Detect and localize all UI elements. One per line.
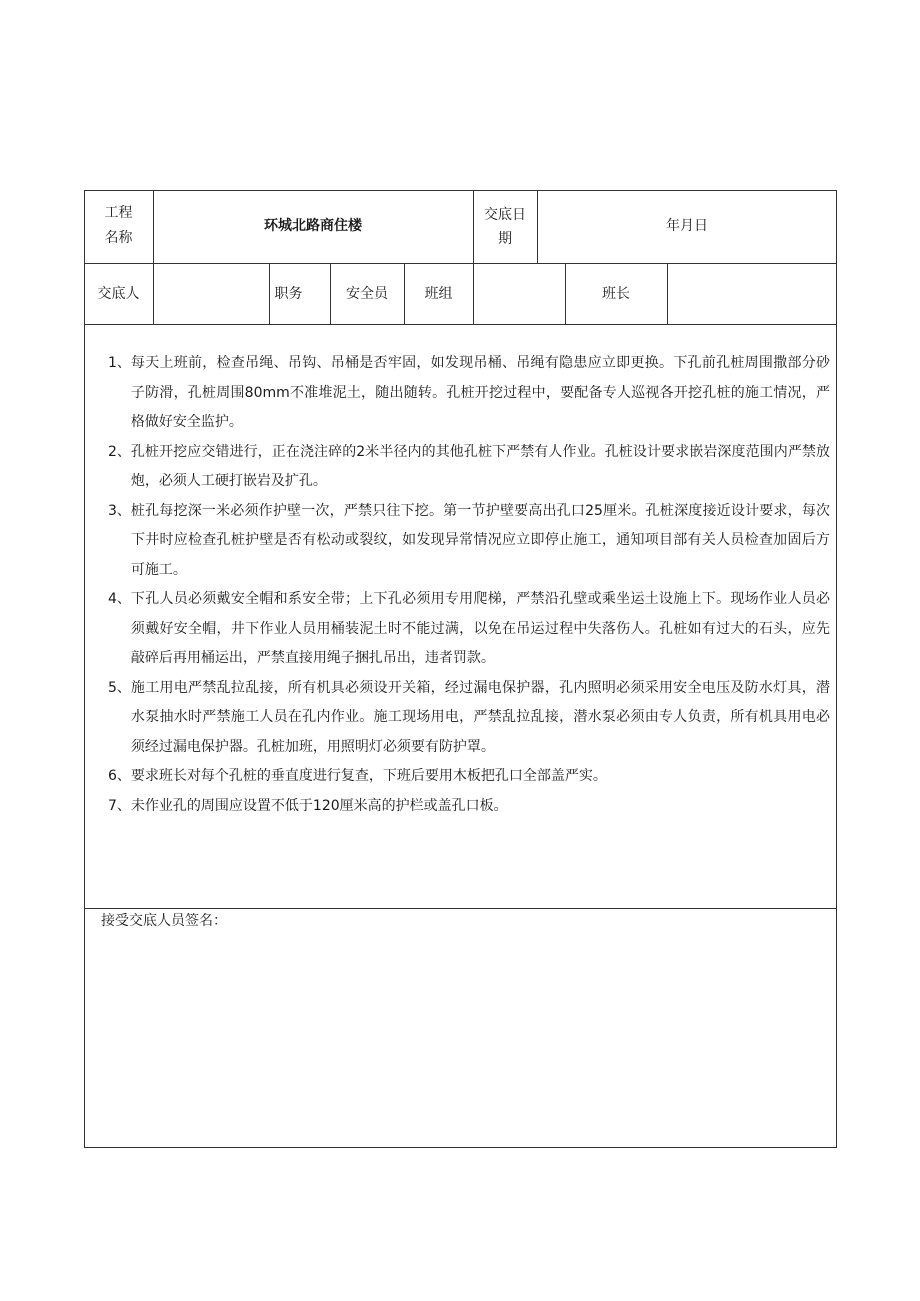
item-text: 未作业孔的周围应设置不低于120厘米高的护栏或盖孔口板。 — [130, 797, 508, 814]
disclosure-content — [108, 349, 830, 821]
signature-area[interactable] — [86, 934, 835, 1146]
item-text: 要求班长对每个孔桩的垂直度进行复查，下班后要用木板把孔口全部盖严实。 — [130, 768, 607, 784]
item-number: 7、 — [108, 797, 131, 814]
item-number: 2、 — [108, 443, 131, 460]
disclosure-date-value: 年月日 — [666, 218, 708, 234]
row-divider — [84, 324, 837, 325]
position-value: 安全员 — [346, 286, 388, 302]
disclosure-date-label-line1: 交底日 — [484, 207, 526, 223]
list-item — [108, 762, 830, 792]
list-item — [108, 674, 830, 763]
discloser-label: 交底人 — [97, 286, 140, 302]
column-divider — [473, 263, 474, 324]
item-number: 6、 — [108, 768, 131, 784]
project-name-label — [84, 201, 153, 251]
team-label: 班组 — [424, 286, 453, 302]
row-divider — [84, 263, 837, 264]
item-text: 孔桩开挖应交错进行，正在浇注碎的2米半径内的其他孔桩下严禁有人作业。孔桩设计要求嵌岩深度范围内严禁放炮，必须人工硬打嵌岩及扩孔。 — [130, 443, 830, 489]
item-text: 桩孔每挖深一米必须作护壁一次，严禁只往下挖。第一节护壁要高出孔口25厘米。孔桩深度接近设计要求，每次下井时应检查孔桩护壁是否有松动或裂纹，如发现异常情况应立即停止施工，通知项目部有关人员检查加固后方可施工。 — [130, 502, 830, 578]
item-text: 下孔人员必须戴安全帽和系安全带；上下孔必须用专用爬梯，严禁沿孔壁或乘坐运土设施上下。现场作业人员必须戴好安全帽，井下作业人员用桶装泥土时不能过满，以免在吊运过程中失落伤人。孔桩如有过大的石头，应先敲碎后再用桶运出，严禁直接用绳子捆扎吊出，违者罚款。 — [130, 591, 830, 666]
project-name-label-line2: 名称 — [104, 230, 133, 246]
disclosure-date-label-line2: 期 — [498, 231, 512, 247]
project-name-label-line1: 工程 — [104, 205, 133, 221]
item-text: 每天上班前，检查吊绳、吊钩、吊桶是否牢固，如发现吊桶、吊绳有隐患应立即更换。下孔前孔桩周围撒部分砂子防滑，孔桩周围80mm不准堆泥土，随出随转。孔桩开挖过程中，要配备专人巡视各开挖孔桩的施工情况，严格做好安全监护。 — [130, 355, 830, 430]
team-leader-label: 班长 — [602, 286, 630, 302]
item-text: 施工用电严禁乱拉乱接，所有机具必须设开关箱，经过漏电保护器，孔内照明必须采用安全电压及防水灯具，潜水泵抽水时严禁施工人员在孔内作业。施工现场用电，严禁乱拉乱接，潜水泵必须由专人负责，所有机具用电必须经过漏电保护器。孔桩加班，用照明灯必须要有防护罩。 — [130, 679, 830, 755]
disclosure-date-label — [473, 203, 537, 251]
item-number: 4、 — [108, 591, 131, 607]
list-item — [108, 585, 830, 674]
list-item — [108, 349, 830, 438]
list-item — [108, 792, 830, 822]
item-number: 3、 — [108, 502, 131, 519]
item-number: 1、 — [108, 355, 131, 371]
position-label: 职务 — [274, 286, 303, 302]
item-number: 5、 — [108, 679, 131, 696]
list-item — [108, 438, 830, 497]
project-name-value: 环城北路商住楼 — [264, 218, 362, 234]
row-divider — [84, 908, 837, 909]
list-item — [108, 497, 830, 586]
signature-label: 接受交底人员签名： — [101, 913, 227, 929]
column-divider — [153, 190, 154, 324]
column-divider — [667, 263, 668, 324]
